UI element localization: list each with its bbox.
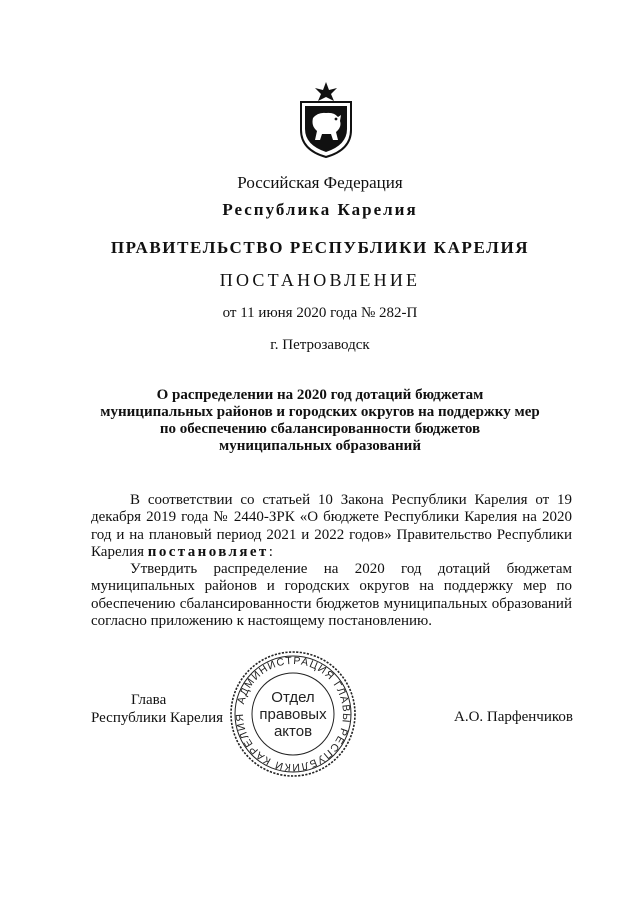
federation-name: Российская Федерация [237, 173, 403, 192]
stamp-line-2: правовых [259, 706, 327, 723]
resolution-keyword: постановляет [147, 543, 269, 560]
title-line: О распределении на 2020 год дотаций бюджетам [156, 387, 484, 403]
republic-name: Республика Карелия [222, 200, 418, 219]
government-name: ПРАВИТЕЛЬСТВО РЕСПУБЛИКИ КАРЕЛИЯ [110, 238, 530, 257]
title-line: муниципальных районов и городских округов на поддержку мер [100, 404, 540, 420]
stamp-ring-text: АДМИНИСТРАЦИЯ ГЛАВЫ РЕСПУБЛИКИ КАРЕЛИЯ [233, 654, 353, 774]
position-line-2: Республики Карелия [91, 710, 224, 726]
title-line: по обеспечению сбалансированности бюджетов [159, 421, 481, 437]
body-paragraph-2: Утвердить распределение на 2020 год дотаций бюджетам муниципальных районов и городских округов на поддержку мер по обеспечению сбалансированности бюджетов муниципальных образований согласно приложению к настоящему постановлению. [91, 561, 572, 630]
legal-department-stamp [227, 648, 359, 780]
signatory-name: А.О. Парфенчиков [454, 709, 573, 725]
stamp-line-1: Отдел [271, 689, 315, 706]
position-line-1: Глава [131, 692, 167, 708]
title-line: муниципальных образований [219, 438, 421, 454]
karelia-coat-of-arms-icon [296, 82, 356, 158]
body-paragraph-1 [91, 492, 572, 561]
paragraph-colon: : [268, 543, 273, 560]
paragraph-text: В соответствии со статьей 10 Закона Республики Карелия от 19 декабря 2019 года № 2440-ЗРК «О бюджете Республики Карелия на 2020 год и на плановый период 2021 и 2022 годов» Правительство Республики Карелия [91, 492, 572, 560]
document-type: ПОСТАНОВЛЕНИЕ [219, 270, 421, 290]
document-city: г. Петрозаводск [270, 337, 370, 353]
document-date-number: от 11 июня 2020 года № 282-П [222, 305, 418, 321]
signatory-position [91, 691, 241, 727]
stamp-line-3: актов [273, 723, 313, 740]
document-title [60, 387, 580, 455]
document-body [91, 492, 572, 630]
